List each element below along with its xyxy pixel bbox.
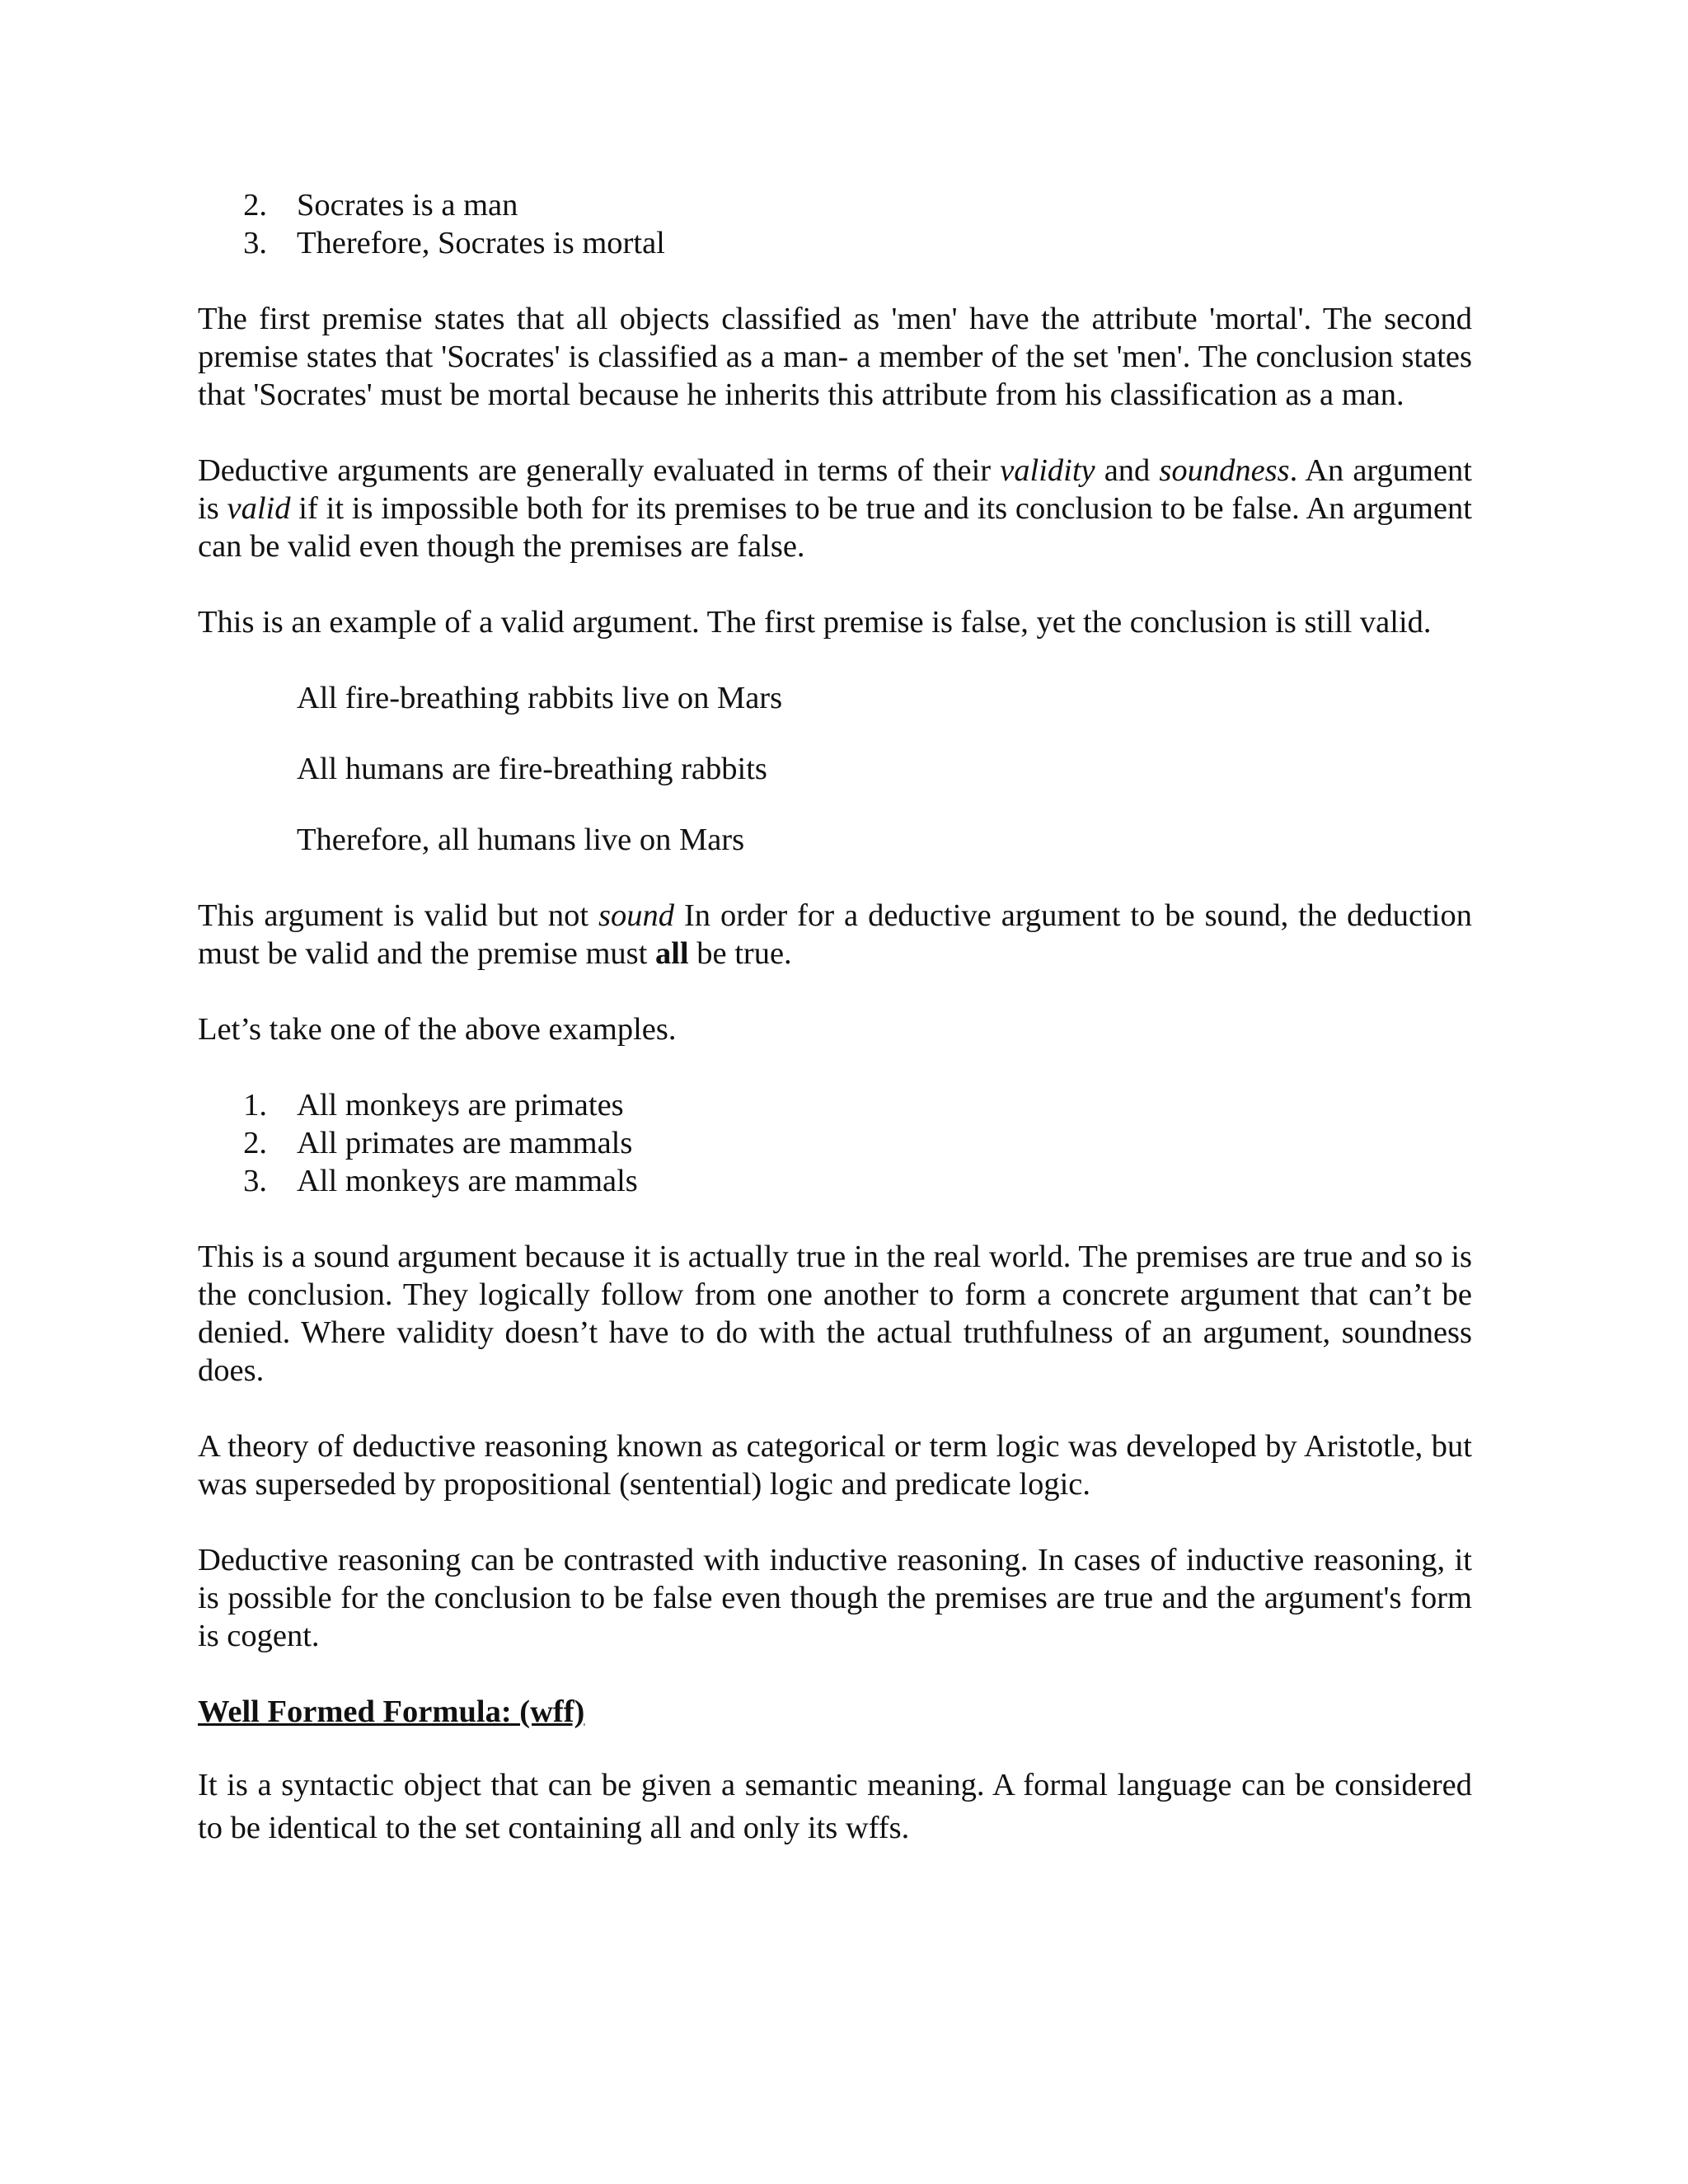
list-item (198, 186, 1472, 224)
paragraph-sound-argument: This is a sound argument because it is actually true in the real world. The premises are true and so is the conclusion. They logically follow from one another to form a concrete argument that can’t be denied. Where validity doesn’t have to do with the actual truthfulness of an argument, soundness does. (198, 1240, 1472, 1388)
term-valid: valid (227, 491, 291, 526)
paragraph-take-example: Let’s take one of the above examples. (198, 1012, 677, 1047)
paragraph-wff-definition: It is a syntactic object that can be given a semantic meaning. A formal language can be considered to be identical to the set containing all and only its wffs. (198, 1768, 1472, 1845)
text-run: . An argument is (198, 453, 1473, 526)
text-run: and (1095, 453, 1160, 488)
paragraph-aristotle: A theory of deductive reasoning known as categorical or term logic was developed by Aristotle, but was superseded by propositional (sentential) logic and predicate logic. (198, 1429, 1472, 1502)
list-number: 2. (243, 1126, 267, 1160)
document-page (198, 186, 1472, 1849)
text-run: be true. (688, 936, 792, 971)
list-number: 2. (243, 188, 267, 223)
list-text: Socrates is a man (297, 188, 518, 223)
section-heading-wff: Well Formed Formula: (wff) (198, 1694, 585, 1729)
term-all: all (654, 936, 689, 971)
list-text: All monkeys are mammals (297, 1164, 638, 1198)
paragraph-valid-example-intro: This is an example of a valid argument. The first premise is false, yet the conclusion is still valid. (198, 605, 1432, 640)
paragraph-inductive: Deductive reasoning can be contrasted with inductive reasoning. In cases of inductive reasoning, it is possible for the conclusion to be false even though the premises are true and the argument's form is cogent. (198, 1543, 1472, 1653)
term-sound: sound (598, 898, 674, 933)
list-item (198, 1162, 1472, 1200)
paragraph-validity-soundness (198, 452, 1472, 565)
paragraph-not-sound (198, 897, 1472, 972)
numbered-list-socrates (198, 186, 1472, 262)
list-item (198, 224, 1472, 262)
list-item (198, 1124, 1472, 1162)
example-line-1: All fire-breathing rabbits live on Mars (297, 681, 783, 715)
list-number: 3. (243, 226, 267, 260)
example-line-2: All humans are fire-breathing rabbits (297, 752, 767, 786)
text-run: Deductive arguments are generally evaluated in terms of their (198, 453, 1001, 488)
paragraph-first-premise: The first premise states that all objects classified as 'men' have the attribute 'mortal'. The second premise states that 'Socrates' is classified as a man- a member of the set 'men'. The conclusion states that 'Socrates' must be mortal because he inherits this attribute from his classification as a man. (198, 302, 1472, 412)
list-item (198, 1086, 1472, 1124)
list-number: 3. (243, 1164, 267, 1198)
term-soundness: soundness (1159, 453, 1290, 488)
list-number: 1. (243, 1088, 267, 1122)
list-text: Therefore, Socrates is mortal (297, 226, 665, 260)
text-run: In order for a deductive argument to be sound, the deduction must be valid and the premise must (198, 898, 1472, 971)
term-validity: validity (1000, 453, 1095, 488)
text-run: This argument is valid but not (198, 898, 598, 933)
list-text: All monkeys are primates (297, 1088, 624, 1122)
text-run: if it is impossible both for its premises to be true and its conclusion to be false. An argument can be valid even though the premises are false. (198, 491, 1472, 564)
numbered-list-monkeys (198, 1086, 1472, 1200)
list-text: All primates are mammals (297, 1126, 633, 1160)
example-line-3: Therefore, all humans live on Mars (297, 823, 745, 857)
